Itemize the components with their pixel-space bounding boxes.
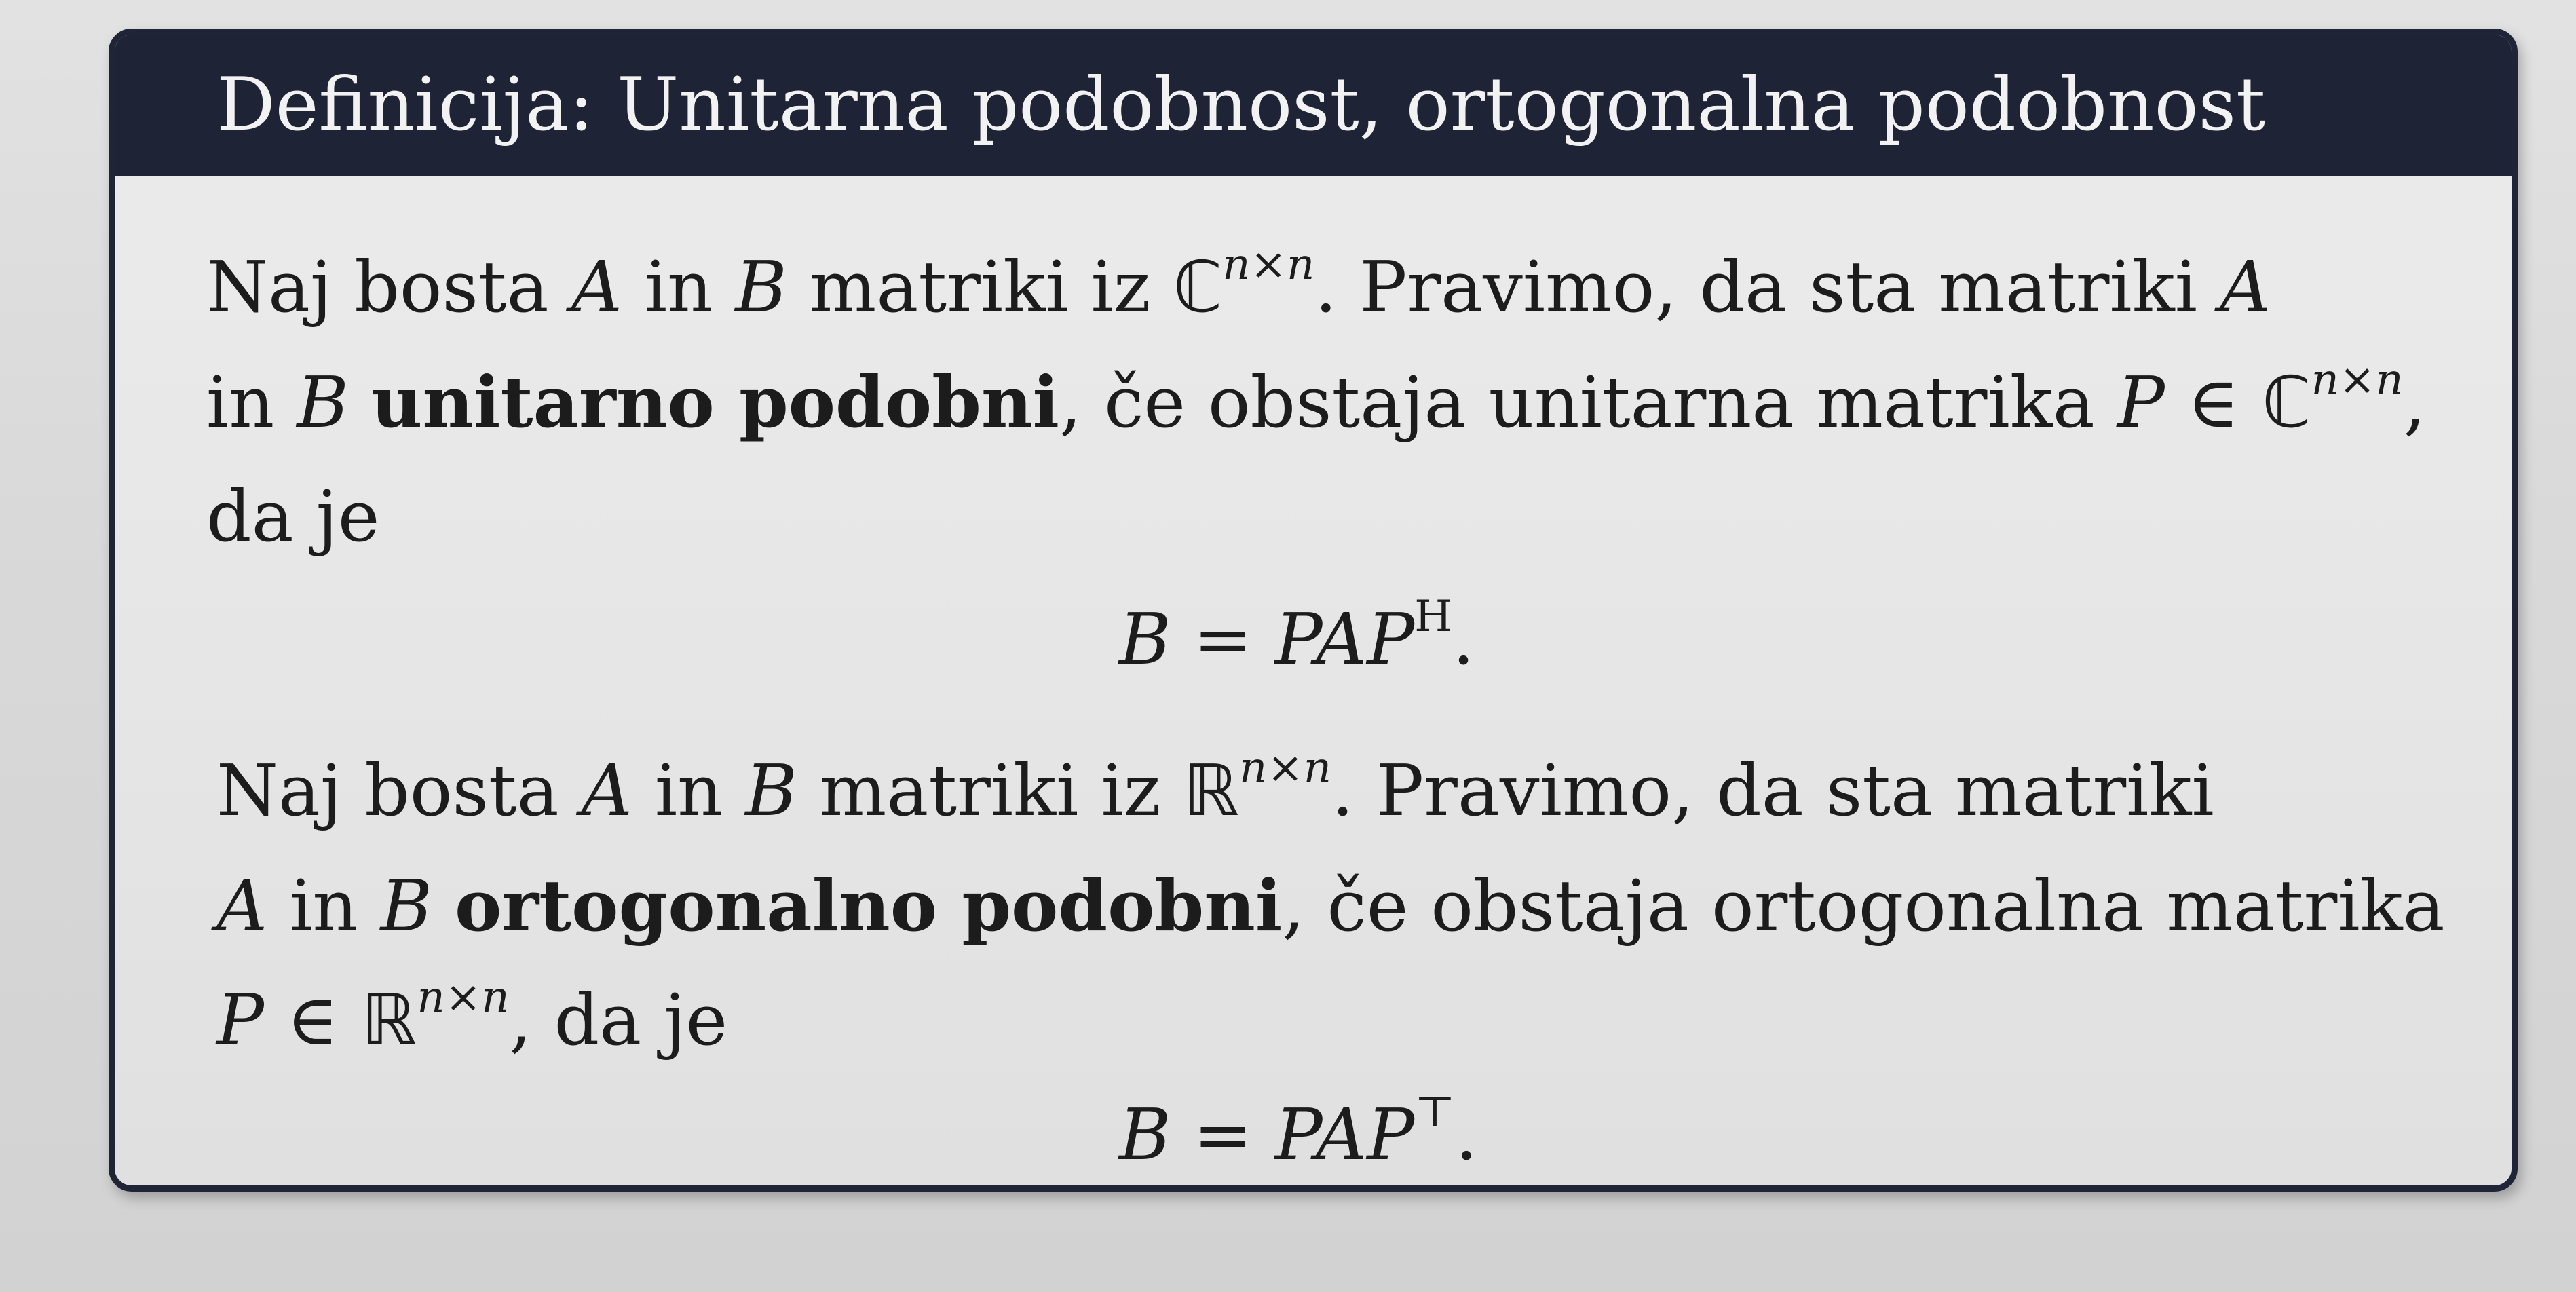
conjugate-transpose-superscript: H bbox=[1414, 592, 1453, 642]
p2-text: , če obstaja ortogonalna matrika bbox=[1282, 864, 2445, 947]
p1-text: in bbox=[206, 361, 275, 444]
dimension-superscript: n×n bbox=[2311, 355, 2404, 405]
p2-text: Naj bosta bbox=[216, 749, 559, 832]
element-of-symbol: ∈ bbox=[286, 978, 339, 1061]
dimension-superscript: n×n bbox=[417, 972, 510, 1023]
p2-text: . Pravimo, da sta matriki bbox=[1331, 749, 2214, 832]
p1-text: Naj bosta bbox=[206, 246, 549, 328]
math-PAP: PAP bbox=[1274, 1093, 1415, 1176]
p2-line-3 bbox=[216, 972, 728, 1061]
period: . bbox=[1452, 598, 1475, 681]
math-B: B bbox=[735, 246, 787, 328]
p1-line-2 bbox=[206, 355, 2426, 444]
equation-orthogonal bbox=[1119, 1087, 1478, 1176]
term-unitarno-podobni: unitarno podobni bbox=[371, 360, 1059, 444]
real-field-symbol: ℝ bbox=[1183, 749, 1239, 832]
term-ortogonalno-podobni: ortogonalno podobni bbox=[454, 864, 1283, 947]
complex-field-symbol: ℂ bbox=[2261, 361, 2311, 444]
math-P: P bbox=[216, 978, 264, 1061]
math-B: B bbox=[380, 864, 432, 947]
complex-field-symbol: ℂ bbox=[1173, 246, 1223, 328]
equals-symbol: = bbox=[1193, 1093, 1253, 1176]
dimension-superscript: n×n bbox=[1222, 240, 1315, 290]
math-A: A bbox=[571, 246, 622, 328]
p1-line-1 bbox=[206, 240, 2271, 328]
dimension-superscript: n×n bbox=[1238, 743, 1332, 793]
math-A: A bbox=[2220, 246, 2271, 328]
equals-symbol: = bbox=[1193, 598, 1253, 681]
p1-text: , če obstaja unitarna matrika bbox=[1059, 361, 2095, 444]
real-field-symbol: ℝ bbox=[361, 978, 417, 1061]
p2-text: , da je bbox=[509, 978, 728, 1061]
math-B: B bbox=[1119, 598, 1171, 681]
math-PAP: PAP bbox=[1274, 598, 1415, 681]
p2-text: in bbox=[654, 749, 723, 832]
p2-text: in bbox=[290, 864, 358, 947]
math-A: A bbox=[581, 749, 632, 832]
p1-line-3 bbox=[206, 475, 380, 558]
p1-text: , bbox=[2403, 361, 2426, 444]
p1-text: . Pravimo, da sta matriki bbox=[1314, 246, 2197, 328]
definition-title: Definicija: Unitarna podobnost, ortogonalna podobnost bbox=[115, 35, 2512, 176]
equation-unitary bbox=[1119, 592, 1475, 681]
element-of-symbol: ∈ bbox=[2186, 361, 2239, 444]
definition-box bbox=[109, 28, 2518, 1192]
p1-text: matriki iz bbox=[809, 246, 1151, 328]
math-P: P bbox=[2117, 361, 2165, 444]
p1-text: da je bbox=[206, 475, 380, 558]
p2-line-1 bbox=[216, 743, 2214, 832]
transpose-superscript: ⊤ bbox=[1414, 1087, 1456, 1137]
p2-line-2 bbox=[216, 864, 2445, 947]
math-B: B bbox=[297, 361, 349, 444]
p1-text: in bbox=[644, 246, 713, 328]
p2-text: matriki iz bbox=[819, 749, 1161, 832]
math-A: A bbox=[216, 864, 268, 947]
math-B: B bbox=[1119, 1093, 1171, 1176]
math-B: B bbox=[745, 749, 797, 832]
period: . bbox=[1455, 1093, 1478, 1176]
